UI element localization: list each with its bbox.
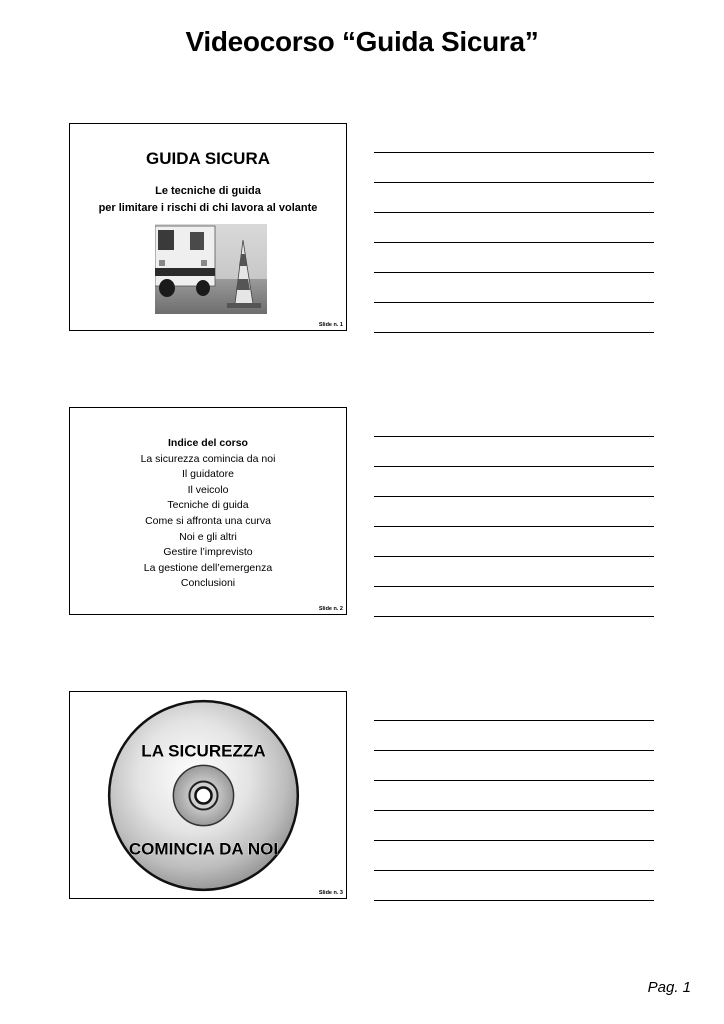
course-index bbox=[70, 436, 346, 592]
page-number: Pag. 1 bbox=[647, 979, 691, 996]
course-index-item: Come si affronta una curva bbox=[145, 514, 271, 527]
slide-1-number: Slide n. 1 bbox=[318, 322, 343, 328]
slide-2 bbox=[69, 407, 347, 615]
note-line bbox=[374, 212, 654, 213]
course-index-item: Noi e gli altri bbox=[179, 530, 237, 543]
note-line bbox=[374, 840, 654, 841]
slide-3 bbox=[69, 691, 347, 899]
cd-disc-graphic bbox=[70, 692, 346, 898]
note-line bbox=[374, 332, 654, 333]
note-line bbox=[374, 586, 654, 587]
note-line bbox=[374, 436, 654, 437]
course-index-item: Il guidatore bbox=[182, 468, 234, 481]
course-index-heading: Indice del corso bbox=[168, 437, 248, 449]
note-line bbox=[374, 302, 654, 303]
slide-1 bbox=[69, 123, 347, 331]
page-title: Videocorso “Guida Sicura” bbox=[185, 26, 539, 57]
slide-1-subtitle-line-2: per limitare i rischi di chi lavora al volante bbox=[98, 202, 318, 214]
slide-1-subtitle bbox=[70, 183, 346, 217]
note-line bbox=[374, 182, 654, 183]
course-index-item: Conclusioni bbox=[180, 577, 236, 590]
note-line bbox=[374, 272, 654, 273]
slide-2-number: Slide n. 2 bbox=[318, 606, 343, 612]
note-line bbox=[374, 616, 654, 617]
note-line bbox=[374, 242, 654, 243]
note-line bbox=[374, 556, 654, 557]
note-line bbox=[374, 870, 654, 871]
course-index-item: La gestione dell’emergenza bbox=[143, 561, 273, 574]
note-line bbox=[374, 750, 654, 751]
note-line bbox=[374, 810, 654, 811]
course-index-item: La sicurezza comincia da noi bbox=[140, 452, 276, 465]
course-index-item: Gestire l’imprevisto bbox=[163, 546, 253, 559]
course-index-item: Tecniche di guida bbox=[167, 499, 249, 512]
note-line bbox=[374, 780, 654, 781]
slide-1-subtitle-line-1: Le tecniche di guida bbox=[155, 185, 261, 197]
note-line bbox=[374, 526, 654, 527]
slide-1-title: GUIDA SICURA bbox=[145, 149, 271, 168]
slide-3-text-bottom: COMINCIA DA NOI bbox=[128, 839, 279, 859]
slide-3-number: Slide n. 3 bbox=[318, 890, 343, 896]
van-and-traffic-cone-photo bbox=[155, 224, 267, 314]
note-line bbox=[374, 720, 654, 721]
note-line bbox=[374, 152, 654, 153]
course-index-item: Il veicolo bbox=[187, 483, 229, 496]
note-line bbox=[374, 900, 654, 901]
slide-3-text-top: LA SICUREZZA bbox=[141, 741, 266, 761]
note-line bbox=[374, 496, 654, 497]
note-line bbox=[374, 466, 654, 467]
